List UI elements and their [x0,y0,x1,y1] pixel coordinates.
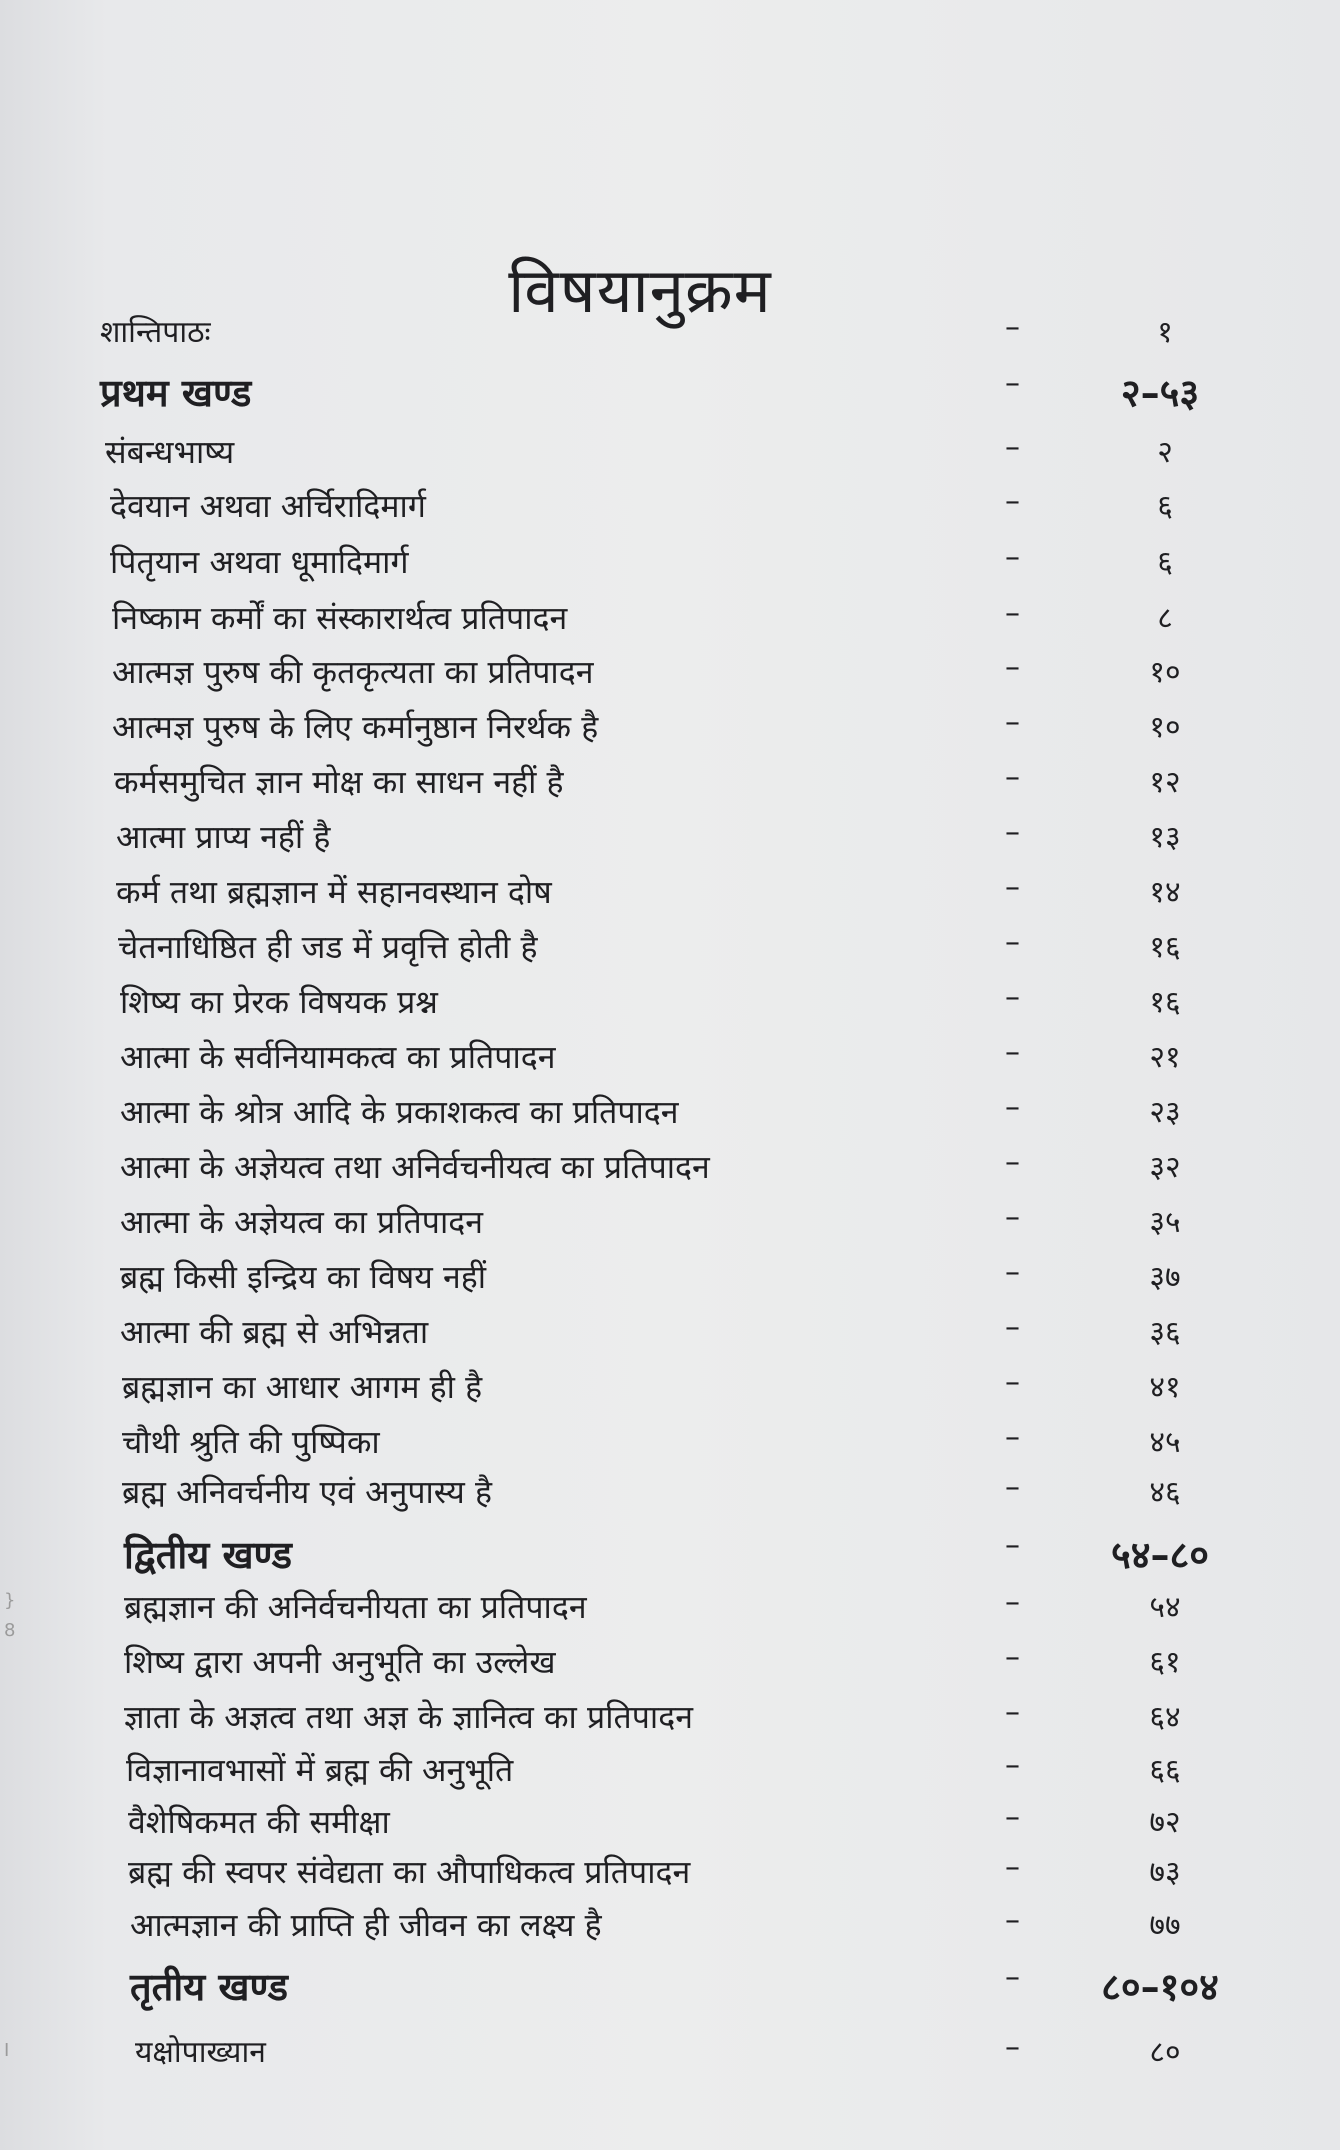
toc-page-number: ६ [1157,489,1173,524]
toc-entry-title: कर्मसमुचित ज्ञान मोक्ष का साधन नहीं है [114,763,564,801]
toc-section-heading [0,1528,1340,1578]
toc-leader-dash: – [1005,1035,1020,1070]
toc-leader-dash: – [1005,1420,1020,1455]
toc-leader-dash: – [1005,925,1020,960]
toc-page-number: १६ [1149,985,1181,1020]
toc-leader-dash: – [1005,596,1020,631]
toc-entry-title: आत्मज्ञान की प्राप्ति ही जीवन का लक्ष्य है [130,1906,602,1944]
toc-entry [0,1420,1340,1470]
toc-entry [0,1200,1340,1250]
toc-page-number: २३ [1149,1095,1181,1130]
toc-entry [0,925,1340,975]
toc-page-number: ६१ [1149,1645,1181,1680]
toc-entry [0,1800,1340,1850]
toc-leader-dash: – [1005,366,1020,401]
toc-entry-title: विज्ञानावभासों में ब्रह्म की अनुभूति [126,1751,514,1789]
toc-page-number: ६६ [1149,1753,1181,1788]
toc-page-number: ७७ [1149,1908,1181,1943]
toc-entry [0,1145,1340,1195]
toc-entry [0,596,1340,646]
toc-entry-title: चेतनाधिष्ठित ही जड में प्रवृत्ति होती है [118,928,538,966]
toc-page-number: ७३ [1149,1855,1181,1890]
toc-leader-dash: – [1005,1695,1020,1730]
toc-leader-dash: – [1005,1960,1020,1995]
toc-page-number: १ [1157,315,1173,350]
page-title: विषयानुक्रम [508,253,772,327]
margin-mark: I [4,2040,10,2061]
toc-leader-dash: – [1005,1748,1020,1783]
toc-entry-title: यक्षोपाख्यान [135,2035,266,2070]
toc-entry-title: आत्मा की ब्रह्म से अभिन्नता [120,1313,429,1351]
toc-page-number: १२ [1149,765,1181,800]
toc-page-number: ६४ [1149,1700,1181,1735]
toc-leader-dash: – [1005,1090,1020,1125]
toc-entry-title: आत्मा प्राप्य नहीं है [116,818,331,856]
toc-entry-title: शिष्य द्वारा अपनी अनुभूति का उल्लेख [124,1643,556,1681]
margin-mark: 8 [4,1620,16,1641]
toc-entry-title: शिष्य का प्रेरक विषयक प्रश्न [120,983,438,1021]
margin-mark: } [4,1590,16,1611]
toc-page-number: १४ [1149,875,1181,910]
toc-entry [0,2030,1340,2080]
toc-entry-title: ब्रह्म अनिवर्चनीय एवं अनुपास्य है [122,1473,492,1511]
toc-page-number: ७२ [1149,1805,1181,1840]
toc-entry-title: द्वितीय खण्ड [124,1533,292,1577]
toc-entry-title: निष्काम कर्मों का संस्कारार्थत्व प्रतिपादन [112,599,568,637]
toc-page-number: ४६ [1149,1475,1181,1510]
toc-page-number: ३७ [1149,1260,1181,1295]
toc-entry [0,430,1340,480]
toc-page-number: ३५ [1149,1205,1181,1240]
toc-page-number: १३ [1149,820,1181,855]
toc-entry-title: आत्मा के श्रोत्र आदि के प्रकाशकत्व का प्रतिपादन [120,1093,679,1131]
toc-entry [0,1470,1340,1520]
toc-entry [0,1695,1340,1745]
toc-page-number: १६ [1149,930,1181,965]
toc-leader-dash: – [1005,1200,1020,1235]
toc-leader-dash: – [1005,1585,1020,1620]
toc-entry [0,1903,1340,1953]
toc-leader-dash: – [1005,705,1020,740]
toc-entry-title: देवयान अथवा अर्चिरादिमार्ग [110,487,426,525]
toc-leader-dash: – [1005,1470,1020,1505]
toc-entry [0,310,1340,360]
toc-entry-title: आत्मज्ञ पुरुष के लिए कर्मानुष्ठान निरर्थक है [112,708,599,746]
toc-page-number: ४५ [1149,1425,1181,1460]
toc-leader-dash: – [1005,1365,1020,1400]
toc-leader-dash: – [1005,430,1020,465]
toc-leader-dash: – [1005,1800,1020,1835]
toc-page-number: ६ [1157,545,1173,580]
toc-entry [0,1310,1340,1360]
toc-page-number: १० [1149,710,1181,745]
toc-entry [0,484,1340,534]
toc-page-number: १० [1149,655,1181,690]
toc-page-number: ८० [1149,2035,1181,2070]
toc-page-number: ३६ [1149,1315,1181,1350]
toc-entry-title: प्रथम खण्ड [100,371,252,415]
toc-leader-dash: – [1005,1850,1020,1885]
toc-leader-dash: – [1005,1640,1020,1675]
toc-entry-title: ब्रह्मज्ञान का आधार आगम ही है [122,1368,483,1406]
toc-page-number: २ [1157,435,1173,470]
toc-entry-title: वैशेषिकमत की समीक्षा [128,1803,390,1841]
toc-entry [0,760,1340,810]
toc-entry-title: आत्मज्ञ पुरुष की कृतकृत्यता का प्रतिपादन [112,653,594,691]
toc-leader-dash: – [1005,650,1020,685]
toc-leader-dash: – [1005,484,1020,519]
toc-page-number: ८०–१०४ [1101,1965,1219,2009]
toc-leader-dash: – [1005,2030,1020,2065]
toc-leader-dash: – [1005,1310,1020,1345]
toc-page-number: ८ [1157,601,1173,636]
toc-entry [0,815,1340,865]
toc-section-heading [0,366,1340,416]
toc-entry [0,540,1340,590]
toc-entry-title: तृतीय खण्ड [130,1965,288,2009]
toc-leader-dash: – [1005,1255,1020,1290]
toc-entry-title: चौथी श्रुति की पुष्पिका [122,1423,380,1461]
toc-entry [0,650,1340,700]
toc-entry [0,1850,1340,1900]
toc-page-number: ४१ [1149,1370,1181,1405]
toc-leader-dash: – [1005,1903,1020,1938]
toc-entry [0,1365,1340,1415]
toc-page-number: ५४–८० [1110,1533,1210,1577]
toc-entry-title: कर्म तथा ब्रह्मज्ञान में सहानवस्थान दोष [116,873,552,911]
toc-leader-dash: – [1005,870,1020,905]
toc-page-number: ३२ [1149,1150,1181,1185]
toc-entry [0,705,1340,755]
toc-entry [0,1090,1340,1140]
toc-entry-title: ब्रह्म की स्वपर संवेद्यता का औपाधिकत्व प्रतिपादन [128,1853,691,1891]
toc-entry-title: आत्मा के अज्ञेयत्व का प्रतिपादन [120,1203,483,1241]
toc-entry [0,870,1340,920]
toc-entry [0,1748,1340,1798]
toc-page-number: २–५३ [1120,371,1200,415]
toc-leader-dash: – [1005,310,1020,345]
toc-entry-title: संबन्धभाष्य [105,433,235,471]
toc-entry [0,980,1340,1030]
toc-leader-dash: – [1005,1528,1020,1563]
toc-entry-title: आत्मा के अज्ञेयत्व तथा अनिर्वचनीयत्व का प्रतिपादन [120,1148,710,1186]
toc-entry [0,1585,1340,1635]
toc-entry-title: शान्तिपाठः [100,315,211,350]
toc-entry [0,1035,1340,1085]
toc-entry-title: ज्ञाता के अज्ञत्व तथा अज्ञ के ज्ञानित्व का प्रतिपादन [124,1698,693,1736]
toc-entry-title: ब्रह्मज्ञान की अनिर्वचनीयता का प्रतिपादन [124,1588,587,1626]
toc-leader-dash: – [1005,1145,1020,1180]
toc-page-number: ५४ [1149,1590,1181,1625]
toc-entry [0,1255,1340,1305]
toc-leader-dash: – [1005,540,1020,575]
toc-entry-title: ब्रह्म किसी इन्द्रिय का विषय नहीं [120,1258,487,1296]
toc-page-number: २१ [1149,1040,1181,1075]
toc-leader-dash: – [1005,760,1020,795]
toc-leader-dash: – [1005,980,1020,1015]
toc-entry-title: पितृयान अथवा धूमादिमार्ग [110,543,409,581]
toc-entry [0,1640,1340,1690]
toc-leader-dash: – [1005,815,1020,850]
toc-section-heading [0,1960,1340,2010]
toc-entry-title: आत्मा के सर्वनियामकत्व का प्रतिपादन [120,1038,556,1076]
